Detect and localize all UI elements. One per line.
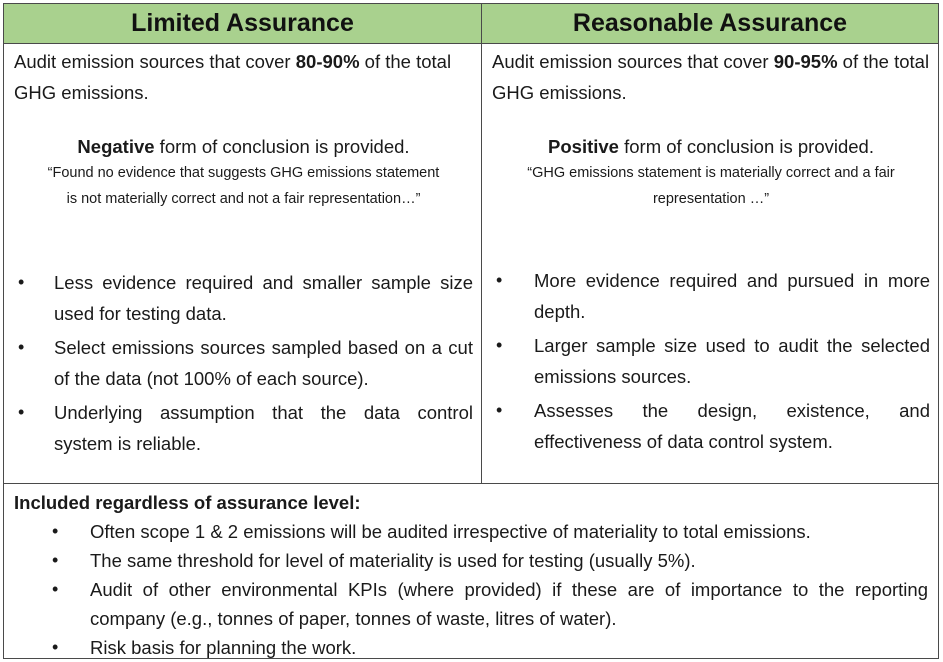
- list-item: • Audit of other environmental KPIs (where provided) if these are of importance to the reporting company (e.g., tonnes of paper, tonnes of waste, litres of water).: [14, 575, 928, 633]
- reasonable-conclusion: [492, 134, 930, 212]
- list-item: • Assesses the design, existence, and effectiveness of data control system.: [492, 395, 930, 457]
- limited-assurance-header: Limited Assurance: [4, 4, 482, 43]
- list-item: • Larger sample size used to audit the selected emissions sources.: [492, 330, 930, 392]
- list-item: • Less evidence required and smaller sample size used for testing data.: [14, 267, 473, 329]
- limited-assurance-column: [4, 44, 482, 483]
- bullet-icon: •: [52, 637, 59, 657]
- reasonable-assurance-header: Reasonable Assurance: [482, 4, 938, 43]
- limited-coverage-percent: 80-90%: [295, 51, 360, 72]
- bullet-icon: •: [496, 400, 503, 420]
- bullet-icon: •: [18, 402, 25, 422]
- reasonable-bullet-list: [492, 265, 930, 460]
- bullet-icon: •: [52, 550, 59, 570]
- list-item: • More evidence required and pursued in more depth.: [492, 265, 930, 327]
- assurance-comparison-table: [3, 3, 939, 659]
- bullet-icon: •: [496, 335, 503, 355]
- limited-coverage-text: Audit emission sources that cover 80-90% of the total GHG emissions.: [14, 51, 452, 103]
- reasonable-conclusion-quote: “GHG emissions statement is materially correct and a fair representation …”: [527, 165, 895, 207]
- list-item: • The same threshold for level of materiality is used for testing (usually 5%).: [14, 546, 928, 575]
- list-item: • Select emissions sources sampled based on a cut of the data (not 100% of each source).: [14, 332, 473, 394]
- reasonable-coverage-text: Audit emission sources that cover 90-95% of the total GHG emissions.: [492, 51, 930, 103]
- bullet-icon: •: [52, 521, 59, 541]
- reasonable-conclusion-type: Positive form of conclusion is provided.: [548, 136, 874, 157]
- bullet-icon: •: [496, 270, 503, 290]
- list-item: • Risk basis for planning the work.: [14, 633, 928, 662]
- list-item: • Underlying assumption that the data control system is reliable.: [14, 397, 473, 459]
- limited-conclusion: [14, 134, 473, 212]
- bullet-icon: •: [18, 337, 25, 357]
- limited-conclusion-quote: “Found no evidence that suggests GHG emissions statement is not materially correct and not a fair representation…”: [47, 165, 440, 207]
- limited-bullet-list: [14, 267, 473, 462]
- header-row: [4, 4, 938, 44]
- reasonable-assurance-column: [482, 44, 938, 483]
- common-requirements-title: Included regardless of assurance level:: [14, 492, 361, 513]
- comparison-body-row: [4, 44, 938, 484]
- bullet-icon: •: [52, 579, 59, 599]
- limited-conclusion-type: Negative form of conclusion is provided.: [77, 136, 410, 157]
- common-requirements-list: [14, 517, 928, 662]
- reasonable-coverage-percent: 90-95%: [773, 51, 838, 72]
- bullet-icon: •: [18, 272, 25, 292]
- common-requirements-section: [4, 484, 938, 657]
- list-item: • Often scope 1 & 2 emissions will be audited irrespective of materiality to total emissions.: [14, 517, 928, 546]
